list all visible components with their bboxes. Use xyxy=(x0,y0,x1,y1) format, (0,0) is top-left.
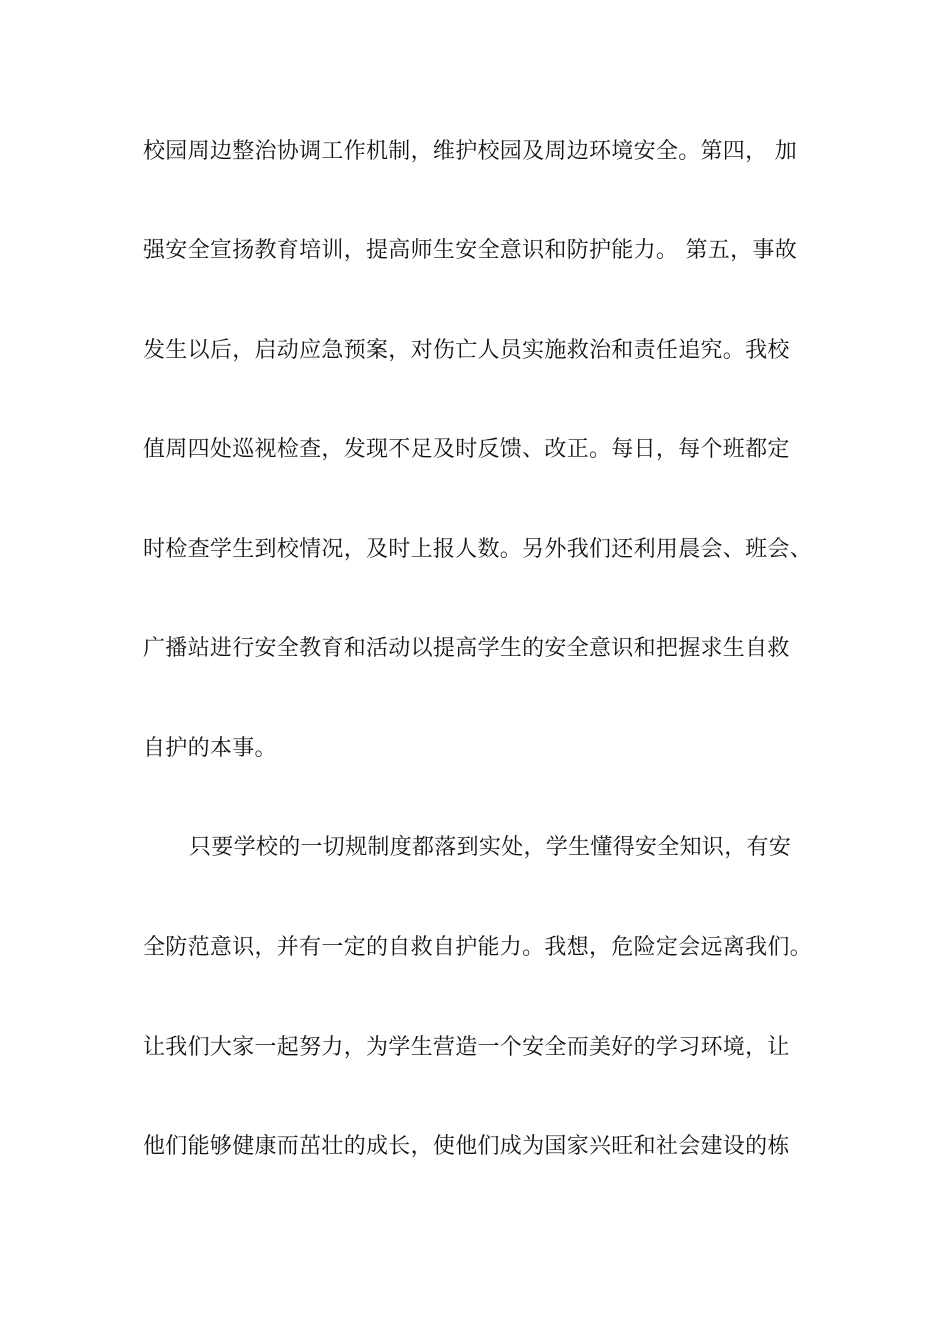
text-line: 校园周边整治协调工作机制，维护校园及周边环境安全。第四， 加 xyxy=(143,139,797,164)
text-line: 他们能够健康而茁壮的成长，使他们成为国家兴旺和社会建设的栋 xyxy=(143,1134,790,1159)
paragraph-first-line: 只要学校的一切规制度都落到实处，学生懂得安全知识，有安 xyxy=(189,835,792,860)
text-line: 自护的本事。 xyxy=(143,736,277,761)
text-line: 强安全宣扬教育培训，提高师生安全意识和防护能力。 第五，事故 xyxy=(143,238,797,263)
text-line: 时检查学生到校情况，及时上报人数。另外我们还利用晨会、班会、 xyxy=(143,537,813,562)
text-line: 全防范意识，并有一定的自救自护能力。我想，危险定会远离我们。 xyxy=(143,935,813,960)
text-line: 值周四处巡视检查，发现不足及时反馈、改正。每日，每个班都定 xyxy=(143,437,790,462)
text-line: 广播站进行安全教育和活动以提高学生的安全意识和把握求生自救 xyxy=(143,636,790,661)
text-line: 让我们大家一起努力，为学生营造一个安全而美好的学习环境，让 xyxy=(143,1035,790,1060)
text-line: 发生以后，启动应急预案，对伤亡人员实施救治和责任追究。我校 xyxy=(143,338,790,363)
